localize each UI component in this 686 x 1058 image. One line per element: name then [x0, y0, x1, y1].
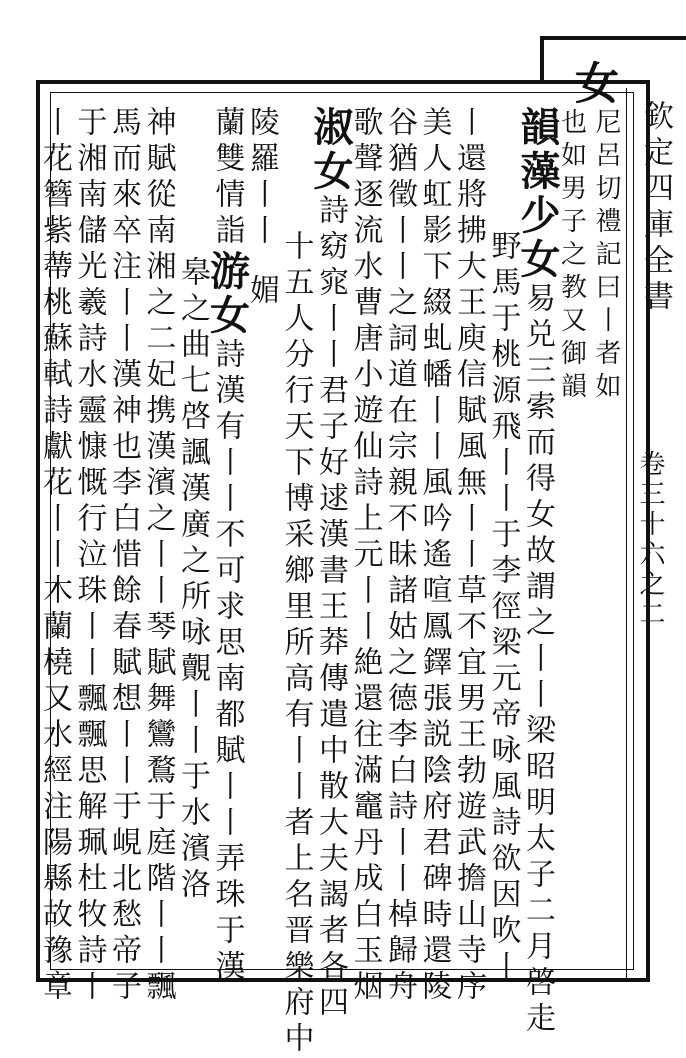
text-run: 十五人分行天下博采鄉里所高有丨丨者上名晋樂府中	[278, 230, 314, 1058]
text-column	[416, 106, 452, 1006]
text-run: 神賦從南湘之二妃携漢濱之丨丨琴賦舞鸞鶩于庭階丨丨飄	[140, 106, 176, 1006]
text-run: 馬而來卒注丨丨漢神也李白惜餘春賦想丨丨于峴北愁帝子	[106, 106, 141, 1006]
text-column	[588, 108, 624, 405]
text-run: 丨還將拂大王庾信賦風無丨丨草不宜男王勃遊武擔山寺序	[451, 106, 486, 1006]
text-column	[71, 106, 107, 1006]
term-heading: 韻藻少女	[514, 106, 561, 282]
text-run: 野馬于桃源飛丨丨于李徑梁元帝咏風詩欲因吹丨	[485, 230, 521, 986]
text-run: 美人虹影下綴虬幡丨丨風吟遙喧鳳鐸張説陰府君碑時還陵	[416, 106, 452, 1006]
text-run: 易兑三索而得女故謂之丨丨梁昭明太子二月啓走	[520, 282, 555, 1038]
term-heading: 游女	[203, 250, 251, 338]
text-run: 蘭雙情詣	[209, 106, 245, 250]
book-title: 欽定四庫全書	[638, 100, 673, 316]
text-run: 皋之曲七啓諷漢廣之所咏覿丨丨于水濱洛	[175, 256, 210, 904]
text-run: 尼呂切禮記曰丨者如	[591, 108, 621, 405]
text-run: 歌聲逐流水曹唐小遊仙詩上元丨丨絶還往滿竈丹成白玉烟	[347, 106, 383, 1006]
text-run: 陵羅丨丨	[244, 106, 279, 250]
text-run: 谷猶徵丨丨之詞道在宗親不昧諸姑之德李白詩丨丨棹歸舟	[382, 106, 417, 1006]
text-column	[278, 106, 314, 1058]
text-column	[450, 106, 486, 1006]
text-column	[347, 106, 383, 1006]
text-run: 于湘南儲光羲詩水靈慷慨行泣珠丨丨飄飄思解珮杜牧詩丨	[71, 106, 107, 1006]
term-heading: 淑女	[307, 106, 354, 194]
text-run: 也如男子之教又御韻	[556, 108, 587, 405]
text-column	[485, 106, 521, 986]
text-column	[140, 106, 176, 1006]
text-run: 媚	[244, 274, 279, 310]
text-run: 詩漢有丨丨不可求思南都賦丨丨弄珠于漢	[209, 338, 245, 986]
text-run: 丨花簪紫蔕桃蘇軾詩獻花丨丨木蘭橈又水經注陽縣故豫章	[37, 106, 72, 1006]
entry-heading: 女	[567, 60, 618, 104]
text-column	[381, 106, 417, 1006]
text-column	[105, 106, 141, 1006]
text-column	[174, 106, 210, 904]
text-run: 詩窈窕丨丨君子好逑漢書王莽傳遣中散大夫謁者各四	[313, 194, 348, 1022]
volume-number: 卷三十六之二	[635, 450, 665, 630]
text-column	[307, 106, 354, 1022]
text-column	[203, 106, 251, 986]
text-column	[36, 106, 72, 1006]
text-column	[514, 106, 561, 1038]
